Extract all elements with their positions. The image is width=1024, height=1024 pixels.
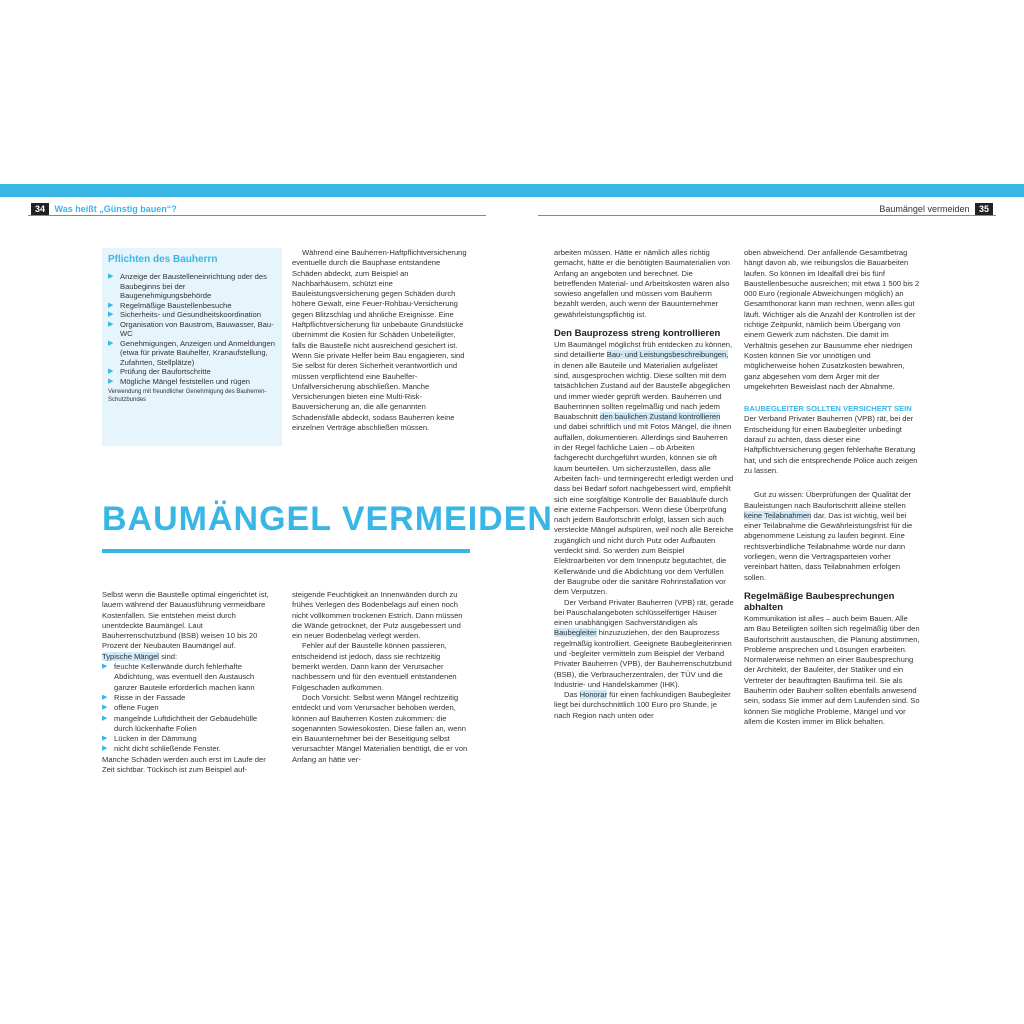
left-page-number: 34 — [31, 203, 49, 215]
paragraph: Fehler auf der Baustelle können passieren, entscheidend ist jedoch, dass sie rechtzeitig bemerkt werden. Dann kann der Verursacher nachbessern und für den eventuell entstandenen Folgeschaden aufkommen. — [292, 641, 457, 692]
bullet-triangle-icon: ▶ — [108, 368, 114, 375]
bullet-triangle-icon: ▶ — [108, 377, 114, 385]
info-box-title: Pflichten des Bauherrn — [108, 254, 218, 265]
list-item: ▶ Organisation von Baustrom, Bauwasser, Bau-WC — [108, 319, 274, 338]
subheading: Regelmäßige Baubesprechungen abhalten — [744, 590, 895, 613]
right-page-number: 35 — [975, 203, 993, 215]
bullet-triangle-icon: ▶ — [108, 320, 114, 328]
caption-title: BAUBEGLEITER SOLLTEN VERSICHERT SEIN — [744, 404, 912, 414]
subheading: Den Bauprozess streng kontrollieren — [554, 328, 721, 340]
list-item: ▶ feuchte Kellerwände durch fehlerhafte Abdichtung, was eventuell den Austausch ganzer Bauteile erforderlich machen kann — [102, 662, 255, 692]
column-4 — [744, 248, 920, 727]
section-headline: BAUMÄNGEL VERMEIDEN — [102, 500, 553, 538]
left-header-rule — [28, 215, 486, 216]
bullet-triangle-icon: ▶ — [102, 693, 108, 701]
list-item: ▶ mangelnde Luftdichtheit der Gebäudehülle durch lückenhafte Folien — [102, 713, 258, 733]
highlight: Typische Mängel — [102, 651, 159, 661]
list-item: ▶ offene Fugen — [102, 703, 159, 713]
bullet-triangle-icon: ▶ — [102, 735, 108, 743]
list-lead: Typische Mängel sind: — [102, 651, 178, 661]
bullet-triangle-icon: ▶ — [102, 704, 108, 712]
list-item: ▶ Prüfung der Baufortschritte — [108, 367, 211, 376]
list-item: ▶ Anzeige der Baustelleneinrichtung oder des Baubeginns bei der Baugenehmigungsbehörde — [108, 272, 267, 300]
bullet-triangle-icon: ▶ — [108, 339, 114, 347]
paragraph: steigende Feuchtigkeit an Innenwänden durch zu frühes Verlegen des Bodenbelags auf einen noch nicht vollkommen trockenen Estrich. Dann müssen die Wände getrocknet, der Putz ausgebessert und ein neuer Bodenbelag verlegt werden. — [292, 590, 463, 641]
paragraph: Gut zu wissen: Überprüfungen der Qualität der Bauleistungen nach Baufortschritt alleine stellen keine Teilabnahmen dar. Das ist wichtig, weil bei einer Teilabnahme die Gewährleistungsfrist für die abgenommene Leistung zu laufen beginnt. Eine rechtsverbindliche Teilabnahme würde nur dann vorliegen, wenn die Vertragsparteien vorher vereinbart hätten, dass Teilabnahmen erfolgen sollen. — [744, 490, 913, 582]
paragraph: arbeiten müssen. Hätte er nämlich alles richtig gemacht, hätte er die benötigten Baumaterialien von Anfang an angeboten und berechnet. Die betreffenden Material- und Arbeitskosten wären also sowieso angefallen und müssen vom Bauherrn bezahlt werden, auch wenn der Bauunternehmer gewährleistungspflichtig ist. — [554, 248, 731, 319]
paragraph: Kommunikation ist alles – auch beim Bauen. Alle am Bau Beteiligten sollten sich regelmäßig über den Baufortschritt austauschen, die Planung abstimmen, Probleme ansprechen und Lösungen erarbeiten. Normalerweise nehmen an einer Baubesprechung der Architekt, der Bauleiter, der Statiker und ein Vertreter der beauftragten Baufirma teil. Sie als Bauherrin oder Bauherr sollten ebenfalls anwesend sein, sodass Sie immer auf dem Laufenden sind. So können Sie mögliche Probleme, Mängel und vor allem die Kosten immer im Blick behalten. — [744, 613, 920, 726]
left-page-header — [28, 203, 177, 215]
highlight: den baulichen Zustand kontrollieren — [600, 412, 721, 422]
column-3 — [554, 248, 734, 721]
right-header-rule — [538, 215, 996, 216]
paragraph: Selbst wenn die Baustelle optimal eingerichtet ist, lauern während der Bauausführung vermeidbare Kostenfallen. Sie entstehen meist durch unentdeckte Baumängel. Laut Bauherrenschutzbund (BSB) weisen 10 bis 20 Prozent der Neubauten Baumängel auf. — [102, 590, 269, 651]
paragraph: Während eine Bauherren-Haftpflichtversicherung eventuelle durch die Bauphase entstandene Schäden abdeckt, zum Beispiel an Nachbarhäusern, schützt eine Bauleistungsversicherung gegen Schäden durch höhere Gewalt, eine Feuer-Rohbau-Versicherung gegen Blitzschlag und ähnliche Ereignisse. Eine Haftpflichtversicherung für unbebaute Grundstücke übernimmt die Kosten für Schäden Unbeteiligter, falls die Baustelle nicht ausreichend gesichert ist. Wenn Sie private Helfer beim Bau engagieren, sind Sie selbst für deren Sicherheit verantwortlich und müssen verpflichtend eine Bauhelfer-Unfallversicherung abschließen. Manche Versicherungen bieten eine Multi-Risk-Bauversicherung an, die alle genannten Schadensfälle abdeckt, sodass Bauherren keine einzelnen Verträge abschließen müssen. — [292, 248, 467, 433]
bullet-triangle-icon: ▶ — [102, 714, 108, 722]
bullet-triangle-icon: ▶ — [108, 301, 114, 309]
column-2-top — [292, 248, 468, 433]
paragraph: Der Verband Privater Bauherren (VPB) rät, gerade bei Pauschalangeboten schlüsselfertiger Häuser einen unabhängigen Sachverständigen als Baubegleiter hinzuzuziehen, der den Bauprozess regelmäßig kontrolliert. Geeignete Baubegleiterinnen und -begleiter vermitteln zum Beispiel der Verband Privater Bauherren (VPB), der Bauherrenschutzbund (BSB), die Verbraucherzentralen, der TÜV und die Industrie- und Handelskammer (IHK). — [554, 597, 734, 689]
top-color-bar — [0, 184, 1024, 197]
column-2-bottom — [292, 590, 468, 765]
paragraph: oben abweichend. Der anfallende Gesamtbetrag hängt davon ab, wie reibungslos die Bauarbeiten laufen. So können im Idealfall drei bis fünf Baustellenbesuche ausreichen; mit etwa 1 500 bis 2 000 Euro (regionale Abweichungen möglich) an Gesamthonorar kann man rechnen, wenn alles gut läuft. Wichtiger als die Anzahl der Kontrollen ist der richtige Zeitpunkt, nämlich beim Übergang von einem Gewerk zum nächsten. Die damit im Verhältnis gesehen zur Bausumme eher niedrigen Kosten können Sie vor unnötigen und möglicherweise hohen Zusatzkosten bewahren, ganz abgesehen vom dem Ärger mit der umgekehrten Beweislast nach der Abnahme. — [744, 248, 920, 391]
bullet-triangle-icon: ▶ — [108, 273, 114, 280]
right-running-title: Baumängel vermeiden — [879, 204, 970, 214]
list-item: ▶ Risse in der Fassade — [102, 692, 186, 702]
left-running-title: Was heißt „Günstig bauen“? — [54, 204, 177, 214]
info-box-list — [108, 272, 276, 404]
highlight: Bau- und Leistungsbeschreibungen, — [606, 350, 729, 360]
list-item: ▶ Mögliche Mängel feststellen und rügen — [108, 376, 251, 386]
column-1-bottom — [102, 590, 278, 775]
headline-underline — [102, 549, 470, 553]
paragraph: Doch Vorsicht: Selbst wenn Mängel rechtzeitig entdeckt und vom Verursacher behoben werden, können auf Bauherren Kosten zukommen: die sogenannten Sowiesokosten. Diese fallen an, wenn ein Bauunternehmer bei der Beseitigung selbst verursachter Mängel Materialien benötigt, die er von Anfang an hätte ver- — [292, 692, 468, 764]
highlight: Honorar — [579, 690, 608, 700]
caption-text: Der Verband Privater Bauherren (VPB) rät, bei der Entscheidung für einen Baubegleiter unbedingt darauf zu achten, dass dieser eine Haftpflichtversicherung gegen fehlerhafte Beratung hat, und sich die entsprechende Police auch zeigen zu lassen. — [744, 414, 918, 475]
list-item: ▶ Genehmigungen, Anzeigen und Anmeldungen (etwa für private Bauhelfer, Kranaufstellung, Zufahrten, Stellplätze) — [108, 338, 275, 367]
list-item: ▶ nicht dicht schließende Fenster. — [102, 744, 221, 754]
info-box-source: Verwendung mit freundlicher Genehmigung des Bauherren-Schutzbundes — [108, 389, 267, 403]
bullet-triangle-icon: ▶ — [102, 663, 108, 671]
paragraph: Um Baumängel möglichst früh entdecken zu können, sind detaillierte Bau- und Leistungsbeschreibungen, in denen alle Bauteile und Materialien aufgelistet sind, ausgesprochen wichtig. Diese sollten mit dem tatsächlichen Zustand auf der Baustelle abgeglichen und immer wieder geprüft werden. Bauherren und Bauherrinnen sollten regelmäßig und nach jedem Bauabschnitt den baulichen Zustand kontrollieren und dabei schriftlich und mit Fotos Mängel, die ihnen auffallen, dokumentieren. Allerdings sind Bauherren in der Regel fachliche Laien – ob Arbeiten fachgerecht durchgeführt wurden, können sie oft kaum beurteilen. Um sicherzustellen, dass alle Arbeiten fach- und termingerecht erledigt werden und dass bei Bedarf sofort nachgebessert wird, empfiehlt sich eine sorgfältige Kontrolle der Bauabläufe durch eine externe Fachperson. Wenn diese Überprüfung nach jedem Baufortschritt erfolgt, lassen sich auch versteckte Mängel aufspüren, weil noch alle Bereiche zugänglich und nicht durch Putz oder Aufbauten verdeckt sind. So werden zum Beispiel Elektroarbeiten vor dem Innenputz begutachtet, die Kellerwände und die Abdichtung vor dem Verfüllen der Baugrube oder die sanitäre Rohrinstallation vor dem Verputzen. — [554, 340, 734, 597]
list-item: ▶ Regelmäßige Baustellenbesuche — [108, 300, 232, 310]
right-page-header — [879, 203, 996, 215]
paragraph: Manche Schäden werden auch erst im Laufe der Zeit sichtbar. Tückisch ist zum Beispiel auf- — [102, 754, 266, 775]
highlight: Baubegleiter — [554, 628, 597, 638]
bullet-triangle-icon: ▶ — [108, 311, 114, 318]
defect-list — [102, 662, 278, 755]
list-item: ▶ Sicherheits- und Gesundheitskoordination — [108, 310, 261, 319]
bullet-triangle-icon: ▶ — [102, 745, 108, 753]
list-item: ▶ Lücken in der Dämmung — [102, 734, 197, 744]
highlight: keine Teilabnahmen — [744, 510, 812, 520]
paragraph: Das Honorar für einen fachkundigen Baubegleiter liegt bei durchschnittlich 100 Euro pro Stunde, je nach Region nach unten oder — [554, 690, 731, 720]
